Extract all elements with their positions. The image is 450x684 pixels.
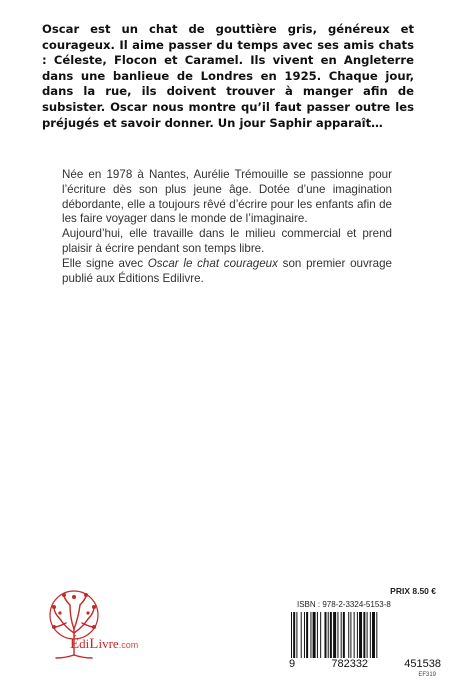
isbn-barcode-icon — [289, 612, 441, 658]
isbn-label: ISBN : 978-2-3324-5153-8 — [297, 600, 391, 609]
barcode-bar — [313, 612, 316, 658]
barcode-bar — [348, 612, 349, 658]
barcode-bar — [370, 612, 371, 658]
barcode-bar — [376, 612, 377, 658]
barcode-bar — [293, 612, 295, 658]
price-label: PRIX 8.50 € — [390, 586, 436, 596]
barcode-bar — [296, 612, 297, 658]
author-bio — [62, 168, 392, 286]
barcode-bar — [372, 612, 375, 658]
barcode-bar — [350, 612, 351, 658]
barcode-bar — [359, 612, 362, 658]
barcode-bar — [310, 612, 311, 658]
barcode-bar — [343, 612, 345, 658]
barcode-bar — [333, 612, 336, 658]
barcode-bar — [363, 612, 365, 658]
barcode-bar — [317, 612, 318, 658]
barcode-bar — [324, 612, 326, 658]
barcode-bar — [354, 612, 355, 658]
bio-paragraph-3: Elle signe avec Oscar le chat courageux son premier ouvrage publié aux Éditions Edilivre. — [62, 256, 392, 285]
barcode-bar — [306, 612, 308, 658]
barcode-bar — [341, 612, 342, 658]
barcode-bar — [337, 612, 338, 658]
edilivre-tree-logo-icon — [34, 585, 154, 665]
barcode-bar — [304, 612, 305, 658]
bio-paragraph-1: Née en 1978 à Nantes, Aurélie Trémouille se passionne pour l’écriture dès son plus jeune âge. Dotée d’une imagination débordante, elle a toujours rêvé d’écrire pour les enfants afin de les faire voyager dans le monde de l’imaginaire. — [62, 168, 392, 226]
barcode-bar — [328, 612, 329, 658]
barcode-digit-group-2: 451538 — [404, 658, 441, 670]
back-cover-blurb: Oscar est un chat de gouttière gris, généreux et courageux. Il aime passer du temps avec ses amis chats : Céleste, Flocon et Caramel. Ils vivent en Angleterre dans une banlieue de Londres en 1925. Chaque jour, dans la rue, ils doivent trouver à manger afin de subsister. Oscar nous montre qu’il faut passer outre les préjugés et savoir donner. Un jour Saphir apparaît… — [42, 22, 414, 130]
barcode-bar — [357, 612, 358, 658]
book-title: Oscar le chat courageux — [147, 256, 278, 270]
barcode-bar — [367, 612, 368, 658]
bio-paragraph-2: Aujourd’hui, elle travaille dans le milieu commercial et prend plaisir à écrire pendant son temps libre. — [62, 227, 392, 255]
print-code: EF319 — [418, 672, 436, 678]
barcode-digit-group-1: 782332 — [331, 658, 369, 670]
barcode-bar — [320, 612, 321, 658]
barcode-digit-lead: 9 — [289, 658, 296, 670]
barcode-bar — [330, 612, 332, 658]
barcode-bar — [291, 612, 292, 658]
barcode-digits — [289, 658, 441, 670]
publisher-wordmark: ÉdiLivre.com — [70, 636, 139, 652]
barcode-bar — [301, 612, 302, 658]
